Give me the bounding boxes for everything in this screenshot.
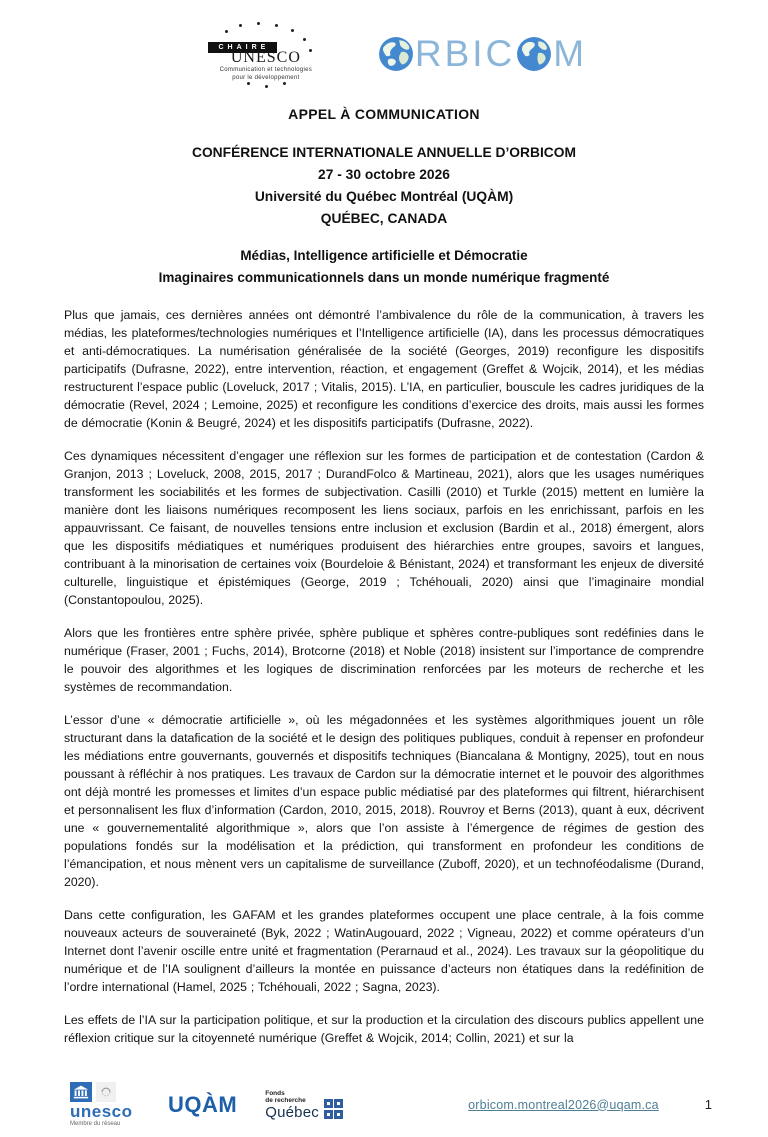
unesco-temple-icon [70,1082,92,1102]
chaire-logo-bar: CHAIRE [208,42,277,53]
paragraph: L’essor d’une « démocratie artificielle », où les mégadonnées et les systèmes algorithmiques jouent un rôle structurant dans la datafication de la société et le design des politiques publiques, conduit à repenser en profondeur les médiations entre gouvernants, gouvernés et dispositifs techniques (Biancalana & Montigny, 2025), tout en nous poussant à réfléchir à nos pratiques. Les travaux de Cardon sur la démocratie internet et le pouvoir des algorithmes ont déjà montré les promesses et limites d’un espace public médiatisé par des plateformes qui filtrent, hiérarchisent et personnalisent les flux d’information (Cardon, 2010, 2015, 2018). Rouvroy et Berns (2013), quant à eux, décrivent une « gouvernementalité algorithmique », alors que l’on assiste à l’émergence de régimes de gestion des populations fondés sur la modélisation et la prédiction, qui transforment en profondeur les conditions de l’émancipation, et nous mènent vers un capitalisme de surveillance (Zuboff, 2020), et un technoféodalisme (Durand, 2020). [64,713,704,889]
orbicom-letters-mid: RBIC [414,33,516,74]
header-logos [0,0,768,88]
theme-line-1: Médias, Intelligence artificielle et Démocratie [240,248,528,263]
footer-logos [70,1082,343,1127]
globe-icon [515,36,553,72]
unesco-wordmark: unesco [70,1102,133,1121]
theme-line-2: Imaginaires communicationnels dans un monde numérique fragmenté [158,270,610,285]
conference-theme-block [0,245,768,289]
page-number: 1 [704,1097,712,1112]
document-title: APPEL À COMMUNICATION [288,106,480,122]
chaire-unesco-logo [181,22,351,88]
frq-squares-icon [324,1099,344,1119]
network-swirl-icon [96,1082,116,1102]
paragraph: Les effets de l’IA sur la participation politique, et sur la production et la circulation des discours publics appellent une réflexion critique sur la citoyenneté numérique (Greffet & Wojcik, 2014; Collin, 2021) et sur la [64,1013,704,1045]
conference-location: QUÉBEC, CANADA [320,211,448,226]
conference-title-block [0,142,768,230]
fonds-recherche-quebec-logo [265,1090,343,1120]
orbicom-letters-end: M [553,33,588,74]
unesco-logo [70,1082,140,1127]
frq-small-text-1: Fonds [265,1089,285,1097]
chaire-logo-name: UNESCO [230,49,301,66]
paragraph: Plus que jamais, ces dernières années ont démontré l’ambivalence du rôle de la communication, à travers les médias, les plateformes/technologies numériques et l’Intelligence artificielle (IA), dans les processus démocratiques et anti-démocratiques. La numérisation généralisée de la société (Georges, 2019) reconfigure les dispositifs participatifs (Dufrasne, 2022), entre intervention, réaction, et engagement (Greffet & Wojcik, 2014), et les médias restructurent l’espace public (Loveluck, 2017 ; Vitalis, 2015). L’IA, en particulier, bouscule les cadres juridiques de la démocratie (Revel, 2024 ; Lemoine, 2025) et reconfigure les conditions d’exercice des droits, mais aussi les formes de démocratie (Konin & Beugré, 2024) et les dispositifs participatifs (Dufrasne, 2022). [64,308,704,430]
paragraph: Dans cette configuration, les GAFAM et les grandes plateformes occupent une place centrale, à la fois comme nouveaux acteurs de souveraineté (Byk, 2022 ; WatinAugouard, 2022 ; Vigneau, 2022) et comme opérateurs d’un Internet dont l’avenir oscille entre unité et fragmentation (Perarnaud et al., 2024). Les travaux sur la géopolitique du numérique et de l’IA soulignent d’ailleurs la montée en puissance d’acteurs non étatiques dans la redéfinition de l’ordre international (Hamel, 2025 ; Tchéhouali, 2022 ; Sagna, 2023). [64,908,704,994]
conference-university: Université du Québec Montréal (UQÀM) [254,189,514,204]
conference-name: CONFÉRENCE INTERNATIONALE ANNUELLE D’ORBICOM [191,145,576,160]
chaire-logo-tagline-2: pour le développement [232,74,300,81]
chaire-logo-tagline-1: Communication et technologies [219,67,313,73]
frq-quebec-wordmark: Québec [265,1103,319,1121]
orbicom-logo [377,34,587,74]
globe-icon [377,36,415,72]
contact-email-link[interactable]: orbicom.montreal2026@uqam.ca [468,1097,659,1112]
paragraph: Ces dynamiques nécessitent d’engager une réflexion sur les formes de participation et de contestation (Cardon & Granjon, 2013 ; Loveluck, 2008, 2015, 2017 ; DurandFolco & Martineau, 2021), alors que les usages numériques transforment les sociabilités et les formes de subjectivation. Casilli (2010) et Turkle (2015) mettent en lumière la manière dont les liaisons numériques recomposent les liens sociaux, parfois en les enrichissant, parfois en les appauvrissant. Ce faisant, de nouvelles tensions entre inclusion et exclusion (Bardin et al., 2018) émergent, alors que les dispositifs médiatiques et numériques produisent des hiérarchies entre groupes, savoirs et langues, contribuant à la minorisation de certaines voix (Bourdeloie & Bénistant, 2024) et transformant les enjeux de diversité culturelle, linguistique et épistémiques (George, 2019 ; Tchéhouali, 2020) ainsi que l’imaginaire mondial (Constantopoulou, 2025). [64,449,704,607]
chaire-logo-dots [181,22,351,88]
uqam-logo: UQÀM [168,1091,238,1117]
frq-small-text-2: de recherche [265,1096,306,1104]
conference-dates: 27 - 30 octobre 2026 [318,167,450,182]
document-body [64,306,704,1047]
paragraph: Alors que les frontières entre sphère privée, sphère publique et sphères contre-publiques sont redéfinies dans le numérique (Fraser, 2001 ; Fuchs, 2014), Brotcorne (2018) et Noble (2018) insistent sur l’importance de comprendre le pouvoir des algorithmes et les logiques de discrimination renforcées par les moteurs de recherche et les systèmes de recommandation. [64,626,704,694]
unesco-tagline: Membre du réseau [70,1121,121,1127]
footer [70,1082,712,1127]
